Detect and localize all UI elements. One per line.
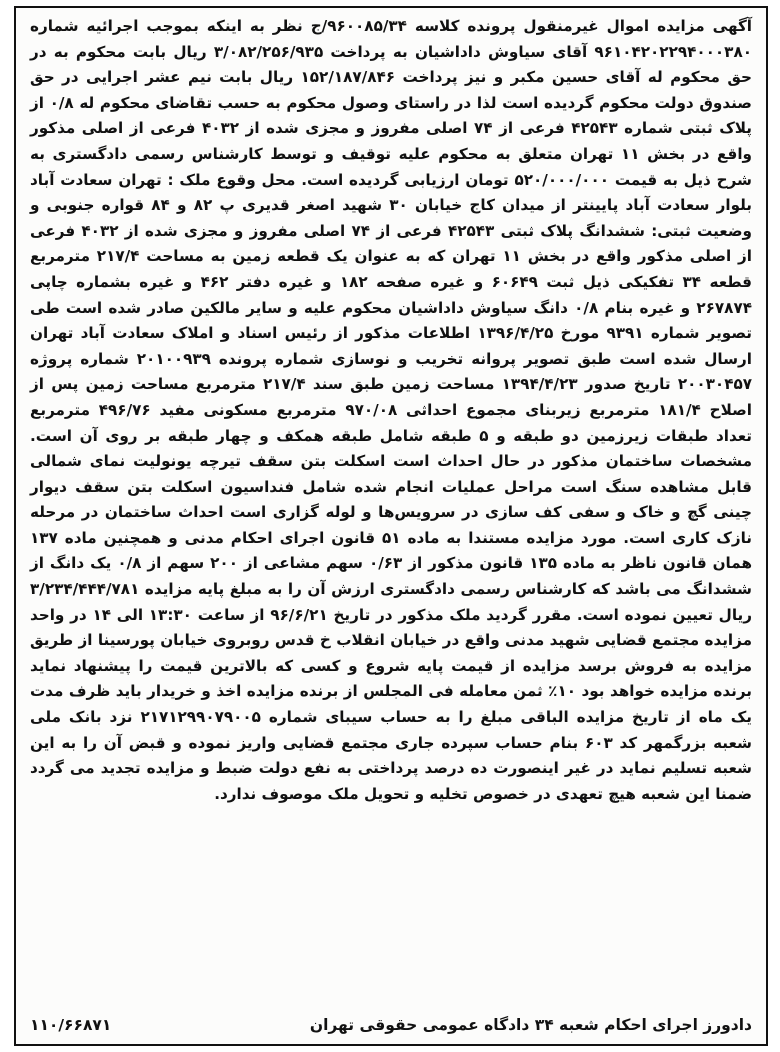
notice-code: ۱۱۰/۶۶۸۷۱ <box>30 1016 112 1034</box>
notice-text: آگهی مزایده اموال غیرمنقول پرونده کلاسه ۹۶۰۰۸۵/۳۴/ج نظر به اینکه بموجب اجرائیه شماره ۹۶۱۰۴۲۰۲۲۹۴۰۰۰۳۸۰ آقای سیاوش داداشیان به پرداخت ۳/۰۸۲/۲۵۶/۹۳۵ ریال بابت محکوم به در حق محکوم له آقای حسین مکبر و نیز پرداخت ۱۵۲/۱۸۷/۸۴۶ ریال بابت نیم عشر اجرایی در حق صندوق دولت محکوم گردیده است لذا در راستای وصول محکوم به حسب تقاضای محکوم له ۰/۸ از پلاک ثبتی شماره ۴۲۵۴۳ فرعی از ۷۴ اصلی مفروز و مجزی شده از ۴۰۳۲ فرعی از اصلی مذکور واقع در بخش ۱۱ تهران متعلق به محکوم علیه توقیف و توسط کارشناس رسمی دادگستری به شرح ذیل به قیمت ۵۲۰/۰۰۰/۰۰۰ تومان ارزیابی گردیده است. محل وقوع ملک : تهران سعادت آباد بلوار سعادت آباد پایینتر از میدان کاج خیابان ۳۰ شهید اصغر قدیری پ ۸۲ و ۸۴ قواره جنوبی و وضعیت ثبتی: ششدانگ پلاک ثبتی ۴۲۵۴۳ فرعی از ۷۴ اصلی مفروز و مجزی شده از ۴۰۳۲ فرعی از اصلی مذکور واقع در بخش ۱۱ تهران که به عنوان یک قطعه زمین به مساحت ۲۱۷/۴ مترمربع قطعه ۳۴ تفکیکی ذیل ثبت ۶۰۶۴۹ و غیره صفحه ۱۸۲ و غیره دفتر ۴۶۲ و غیره بشماره چاپی ۲۶۷۸۷۴ و غیره بنام ۰/۸ دانگ سیاوش داداشیان محکوم علیه و سایر مالکین صادر شده است طی تصویر شماره ۹۳۹۱ مورخ ۱۳۹۶/۴/۲۵ اطلاعات مذکور از رئیس اسناد و املاک سعادت آباد تهران ارسال شده است طبق تصویر پروانه تخریب و نوسازی شماره پرونده ۲۰۱۰۰۹۳۹ شماره پروژه ۲۰۰۳۰۴۵۷ تاریخ صدور ۱۳۹۴/۴/۲۳ مساحت زمین طبق سند ۲۱۷/۴ مترمربع مساحت زمین پس از اصلاح ۱۸۱/۴ مترمربع زیربنای مجموع احداثی ۹۷۰/۰۸ مترمربع مسکونی مفید ۴۹۶/۷۶ مترمربع تعداد طبقات زیرزمین دو طبقه و ۵ طبقه شامل طبقه همکف و چهار طبقه بر روی آن است. مشخصات ساختمان مذکور در حال احداث است اسکلت بتن سقف تیرچه یونولیت نمای شمالی قابل مشاهده سنگ است مراحل عملیات انجام شده شامل فنداسیون اسکلت بتن سقف دیوار چینی گچ و خاک و سفی کف سازی در سرویس‌ها و لوله گزاری است احداث ساختمان در مرحله نازک کاری است. مورد مزایده مستندا به ماده ۵۱ قانون اجرای احکام مدنی و همچنین ماده ۱۳۷ همان قانون ناظر به ماده ۱۳۵ قانون مذکور از ۰/۶۳ سهم مشاعی از ۲۰۰ سهم از ۰/۸ یک دانگ از ششدانگ می باشد که کارشناس رسمی دادگستری ارزش آن را به مبلغ پایه مزایده ۳/۲۳۴/۴۴۴/۷۸۱ ریال تعیین نموده است. مقرر گردید ملک مذکور در تاریخ ۹۶/۶/۲۱ از ساعت ۱۳:۳۰ الی ۱۴ در واحد مزایده مجتمع قضایی شهید مدنی واقع در خیابان انقلاب خ قدس روبروی خیابان پورسینا از طریق مزایده به فروش برسد مزایده از قیمت پایه شروع و کسی که بالاترین قیمت را پیشنهاد نماید برنده مزایده خواهد بود ۱۰٪ ثمن معامله فی المجلس از برنده مزایده اخذ و خریدار باید ظرف مدت یک ماه از تاریخ مزایده الباقی مبلغ را به حساب سیبای شماره ۲۱۷۱۲۹۹۰۷۹۰۰۵ نزد بانک ملی شعبه بزرگمهر کد ۶۰۳ بنام حساب سپرده جاری مجتمع قضایی واریز نموده و قبض آن را به این شعبه تسلیم نماید در غیر اینصورت ده درصد پرداختی به نفع دولت ضبط و مزایده تجدید می گردد ضمنا این شعبه هیچ تعهدی در خصوص تخلیه و تحویل ملک موصوف ندارد. <box>30 17 753 803</box>
notice-footer <box>30 1012 752 1038</box>
notice-issuer: دادورز اجرای احکام شعبه ۳۴ دادگاه عمومی حقوقی تهران <box>309 1016 752 1034</box>
auction-notice <box>14 6 768 1046</box>
notice-body <box>16 8 766 807</box>
